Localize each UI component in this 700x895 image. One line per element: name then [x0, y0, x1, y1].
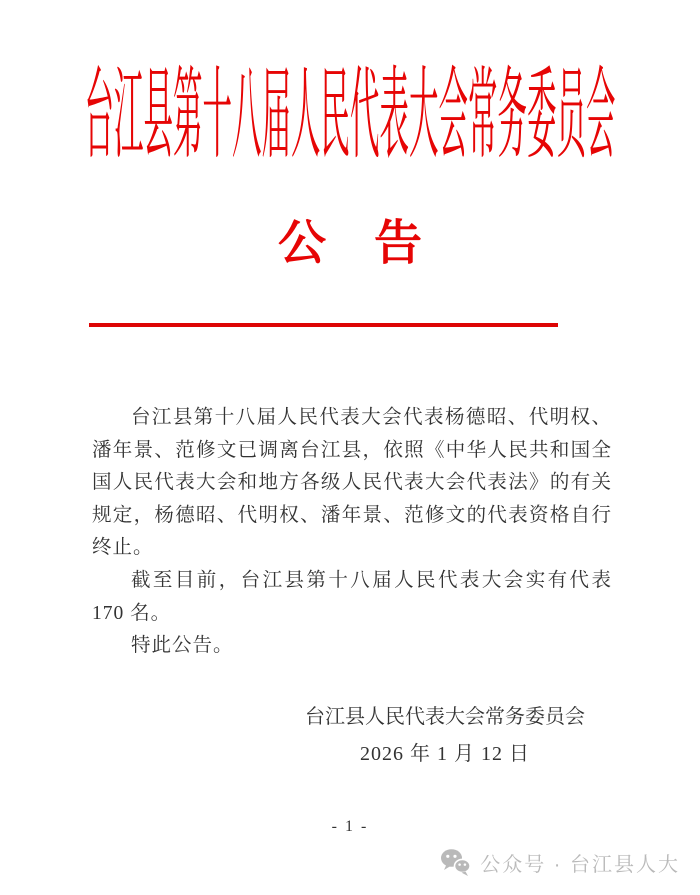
wechat-account-label: 公众号 · 台江县人大 [480, 854, 680, 876]
red-divider-rule [89, 323, 558, 327]
doc-type-heading: 公 告 [277, 217, 422, 270]
wechat-icon [440, 848, 471, 877]
body-paragraph-2: 截至目前，台江县第十八届人民代表大会实有代表 170 名。 [92, 569, 612, 624]
wechat-footer [440, 848, 680, 877]
signature-date: 2026 年 1 月 12 日 [360, 743, 530, 765]
document-org-title: 台江县第十八届人民代表大会常务委员会 [84, 60, 616, 171]
document-body [92, 402, 612, 663]
body-paragraph-3: 特此公告。 [131, 635, 234, 657]
signature-org: 台江县人民代表大会常务委员会 [305, 706, 585, 728]
page-number: - 1 - [331, 818, 369, 835]
org-title-banner [0, 60, 700, 176]
body-paragraph-1: 台江县第十八届人民代表大会代表杨德昭、代明权、潘年景、范修文已调离台江县，依照《中华人民共和国全国人民代表大会和地方各级人民代表大会代表法》的有关规定，杨德昭、代明权、潘年景、范修文的代表资格自行终止。 [92, 407, 612, 559]
signature-block [305, 706, 585, 765]
